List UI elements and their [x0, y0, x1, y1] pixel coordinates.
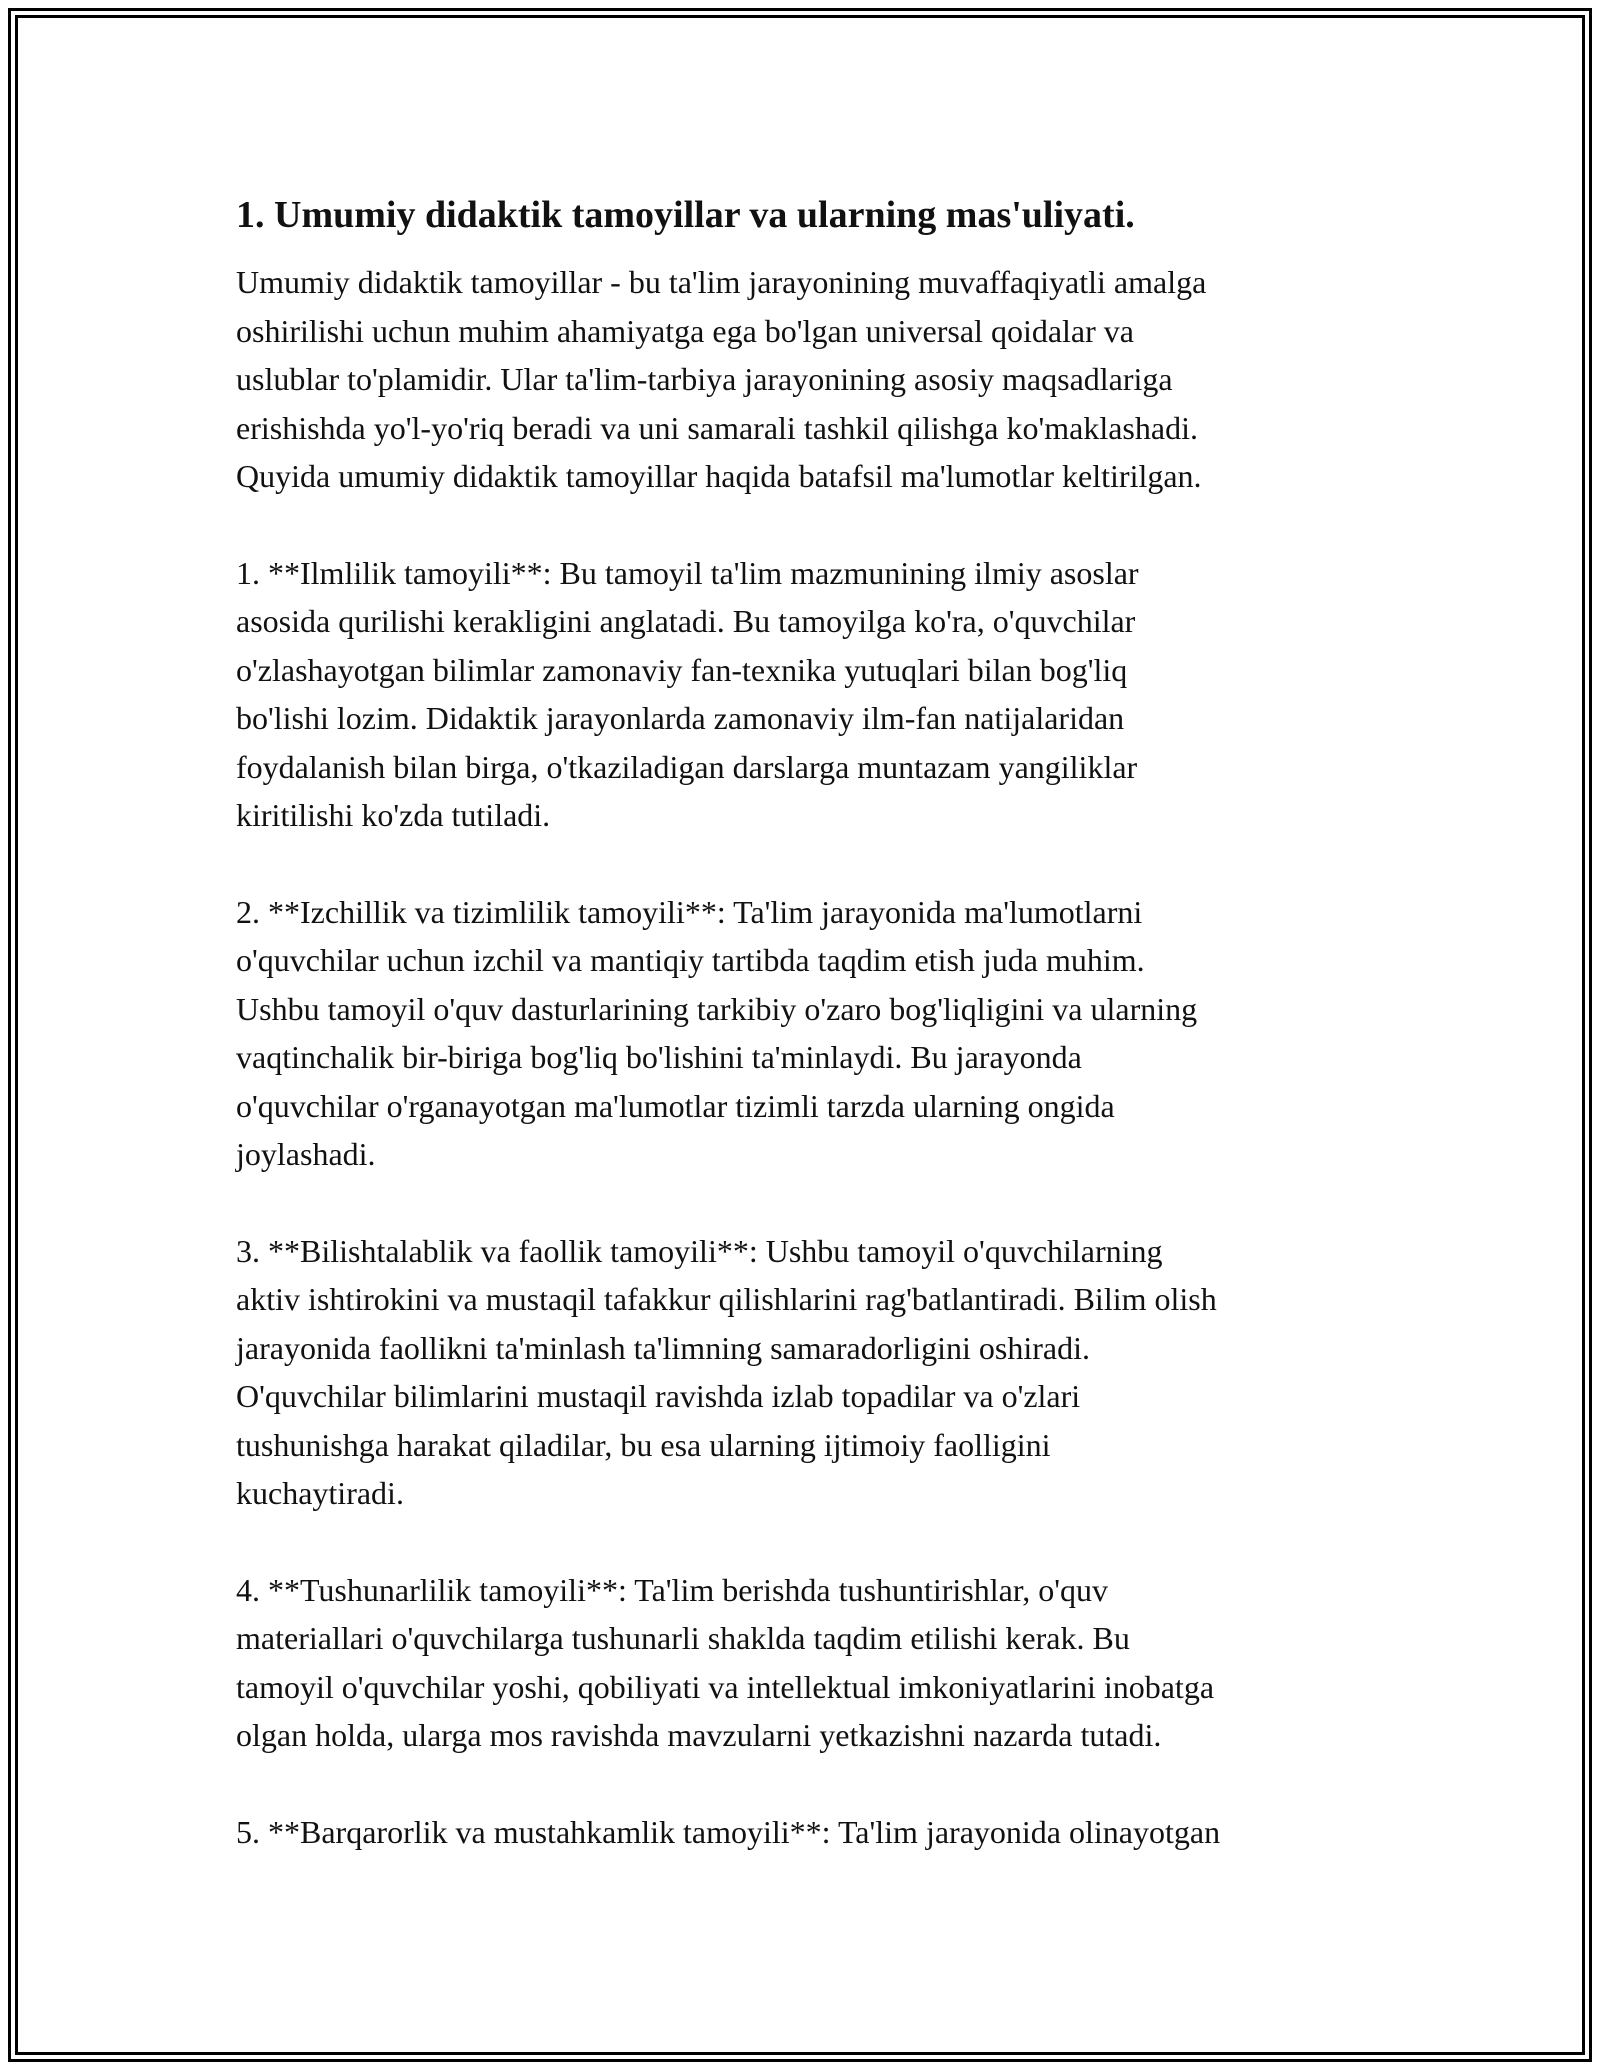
- intro-paragraph: [236, 258, 1386, 501]
- text-line: 1. **Ilmlilik tamoyili**: Bu tamoyil ta'lim mazmunining ilmiy asoslar: [236, 554, 1139, 591]
- text-line: erishishda yo'l-yo'riq beradi va uni samarali tashkil qilishga ko'maklashadi.: [236, 409, 1198, 446]
- text-line: kiritilishi ko'zda tutiladi.: [236, 797, 551, 833]
- text-line: o'quvchilar uchun izchil va mantiqiy tartibda taqdim etish juda muhim.: [236, 942, 1145, 978]
- section-heading: 1. Umumiy didaktik tamoyillar va ularning mas'uliyati.: [236, 194, 1135, 236]
- principle-1-paragraph: [236, 549, 1386, 840]
- text-line: oshirilishi uchun muhim ahamiyatga ega bo'lgan universal qoidalar va: [236, 312, 1134, 349]
- text-line: olgan holda, ularga mos ravishda mavzularni yetkazishni nazarda tutadi.: [236, 1717, 1162, 1753]
- text-line: o'zlashayotgan bilimlar zamonaviy fan-texnika yutuqlari bilan bog'liq: [236, 651, 1128, 688]
- text-line: 3. **Bilishtalablik va faollik tamoyili**: Ushbu tamoyil o'quvchilarning: [236, 1232, 1163, 1269]
- text-line: uslublar to'plamidir. Ular ta'lim-tarbiya jarayonining asosiy maqsadlariga: [236, 361, 1173, 397]
- text-line: Ushbu tamoyil o'quv dasturlarining tarkibiy o'zaro bog'liqligini va ularning: [236, 990, 1198, 1027]
- text-line: 2. **Izchillik va tizimlilik tamoyili**: Ta'lim jarayonida ma'lumotlarni: [236, 893, 1143, 930]
- text-line: 4. **Tushunarlilik tamoyili**: Ta'lim berishda tushuntirishlar, o'quv: [236, 1571, 1108, 1608]
- text-line: kuchaytiradi.: [236, 1475, 404, 1511]
- text-line: materiallari o'quvchilarga tushunarli shaklda taqdim etilishi kerak. Bu: [236, 1620, 1130, 1656]
- text-line: 5. **Barqarorlik va mustahkamlik tamoyili**: Ta'lim jarayonida olinayotgan: [236, 1813, 1221, 1850]
- text-line: asosida qurilishi kerakligini anglatadi. Bu tamoyilga ko'ra, o'quvchilar: [236, 603, 1136, 639]
- text-line: Quyida umumiy didaktik tamoyillar haqida batafsil ma'lumotlar keltirilgan.: [236, 458, 1202, 494]
- text-line: vaqtinchalik bir-biriga bog'liq bo'lishini ta'minlaydi. Bu jarayonda: [236, 1039, 1082, 1075]
- text-line: bo'lishi lozim. Didaktik jarayonlarda zamonaviy ilm-fan natijalaridan: [236, 700, 1125, 736]
- text-line: aktiv ishtirokini va mustaqil tafakkur qilishlarini rag'batlantiradi. Bilim olish: [236, 1281, 1217, 1317]
- text-line: O'quvchilar bilimlarini mustaqil ravishda izlab topadilar va o'zlari: [236, 1378, 1081, 1414]
- text-line: joylashadi.: [236, 1136, 376, 1172]
- text-line: tamoyil o'quvchilar yoshi, qobiliyati va intellektual imkoniyatlarini inobatga: [236, 1668, 1215, 1705]
- text-line: foydalanish bilan birga, o'tkaziladigan darslarga muntazam yangiliklar: [236, 748, 1138, 785]
- text-line: jarayonida faollikni ta'minlash ta'limning samaradorligini oshiradi.: [236, 1329, 1090, 1366]
- text-line: o'quvchilar o'rganayotgan ma'lumotlar tizimli tarzda ularning ongida: [236, 1087, 1115, 1124]
- principle-4-paragraph: [236, 1566, 1386, 1760]
- text-line: Umumiy didaktik tamoyillar - bu ta'lim jarayonining muvaffaqiyatli amalga: [236, 264, 1207, 300]
- principle-2-paragraph: [236, 888, 1386, 1179]
- text-line: tushunishga harakat qiladilar, bu esa ularning ijtimoiy faolligini: [236, 1426, 1051, 1463]
- principle-3-paragraph: [236, 1227, 1386, 1518]
- principle-5-paragraph: [236, 1808, 1386, 1857]
- document-body: [236, 186, 1386, 1904]
